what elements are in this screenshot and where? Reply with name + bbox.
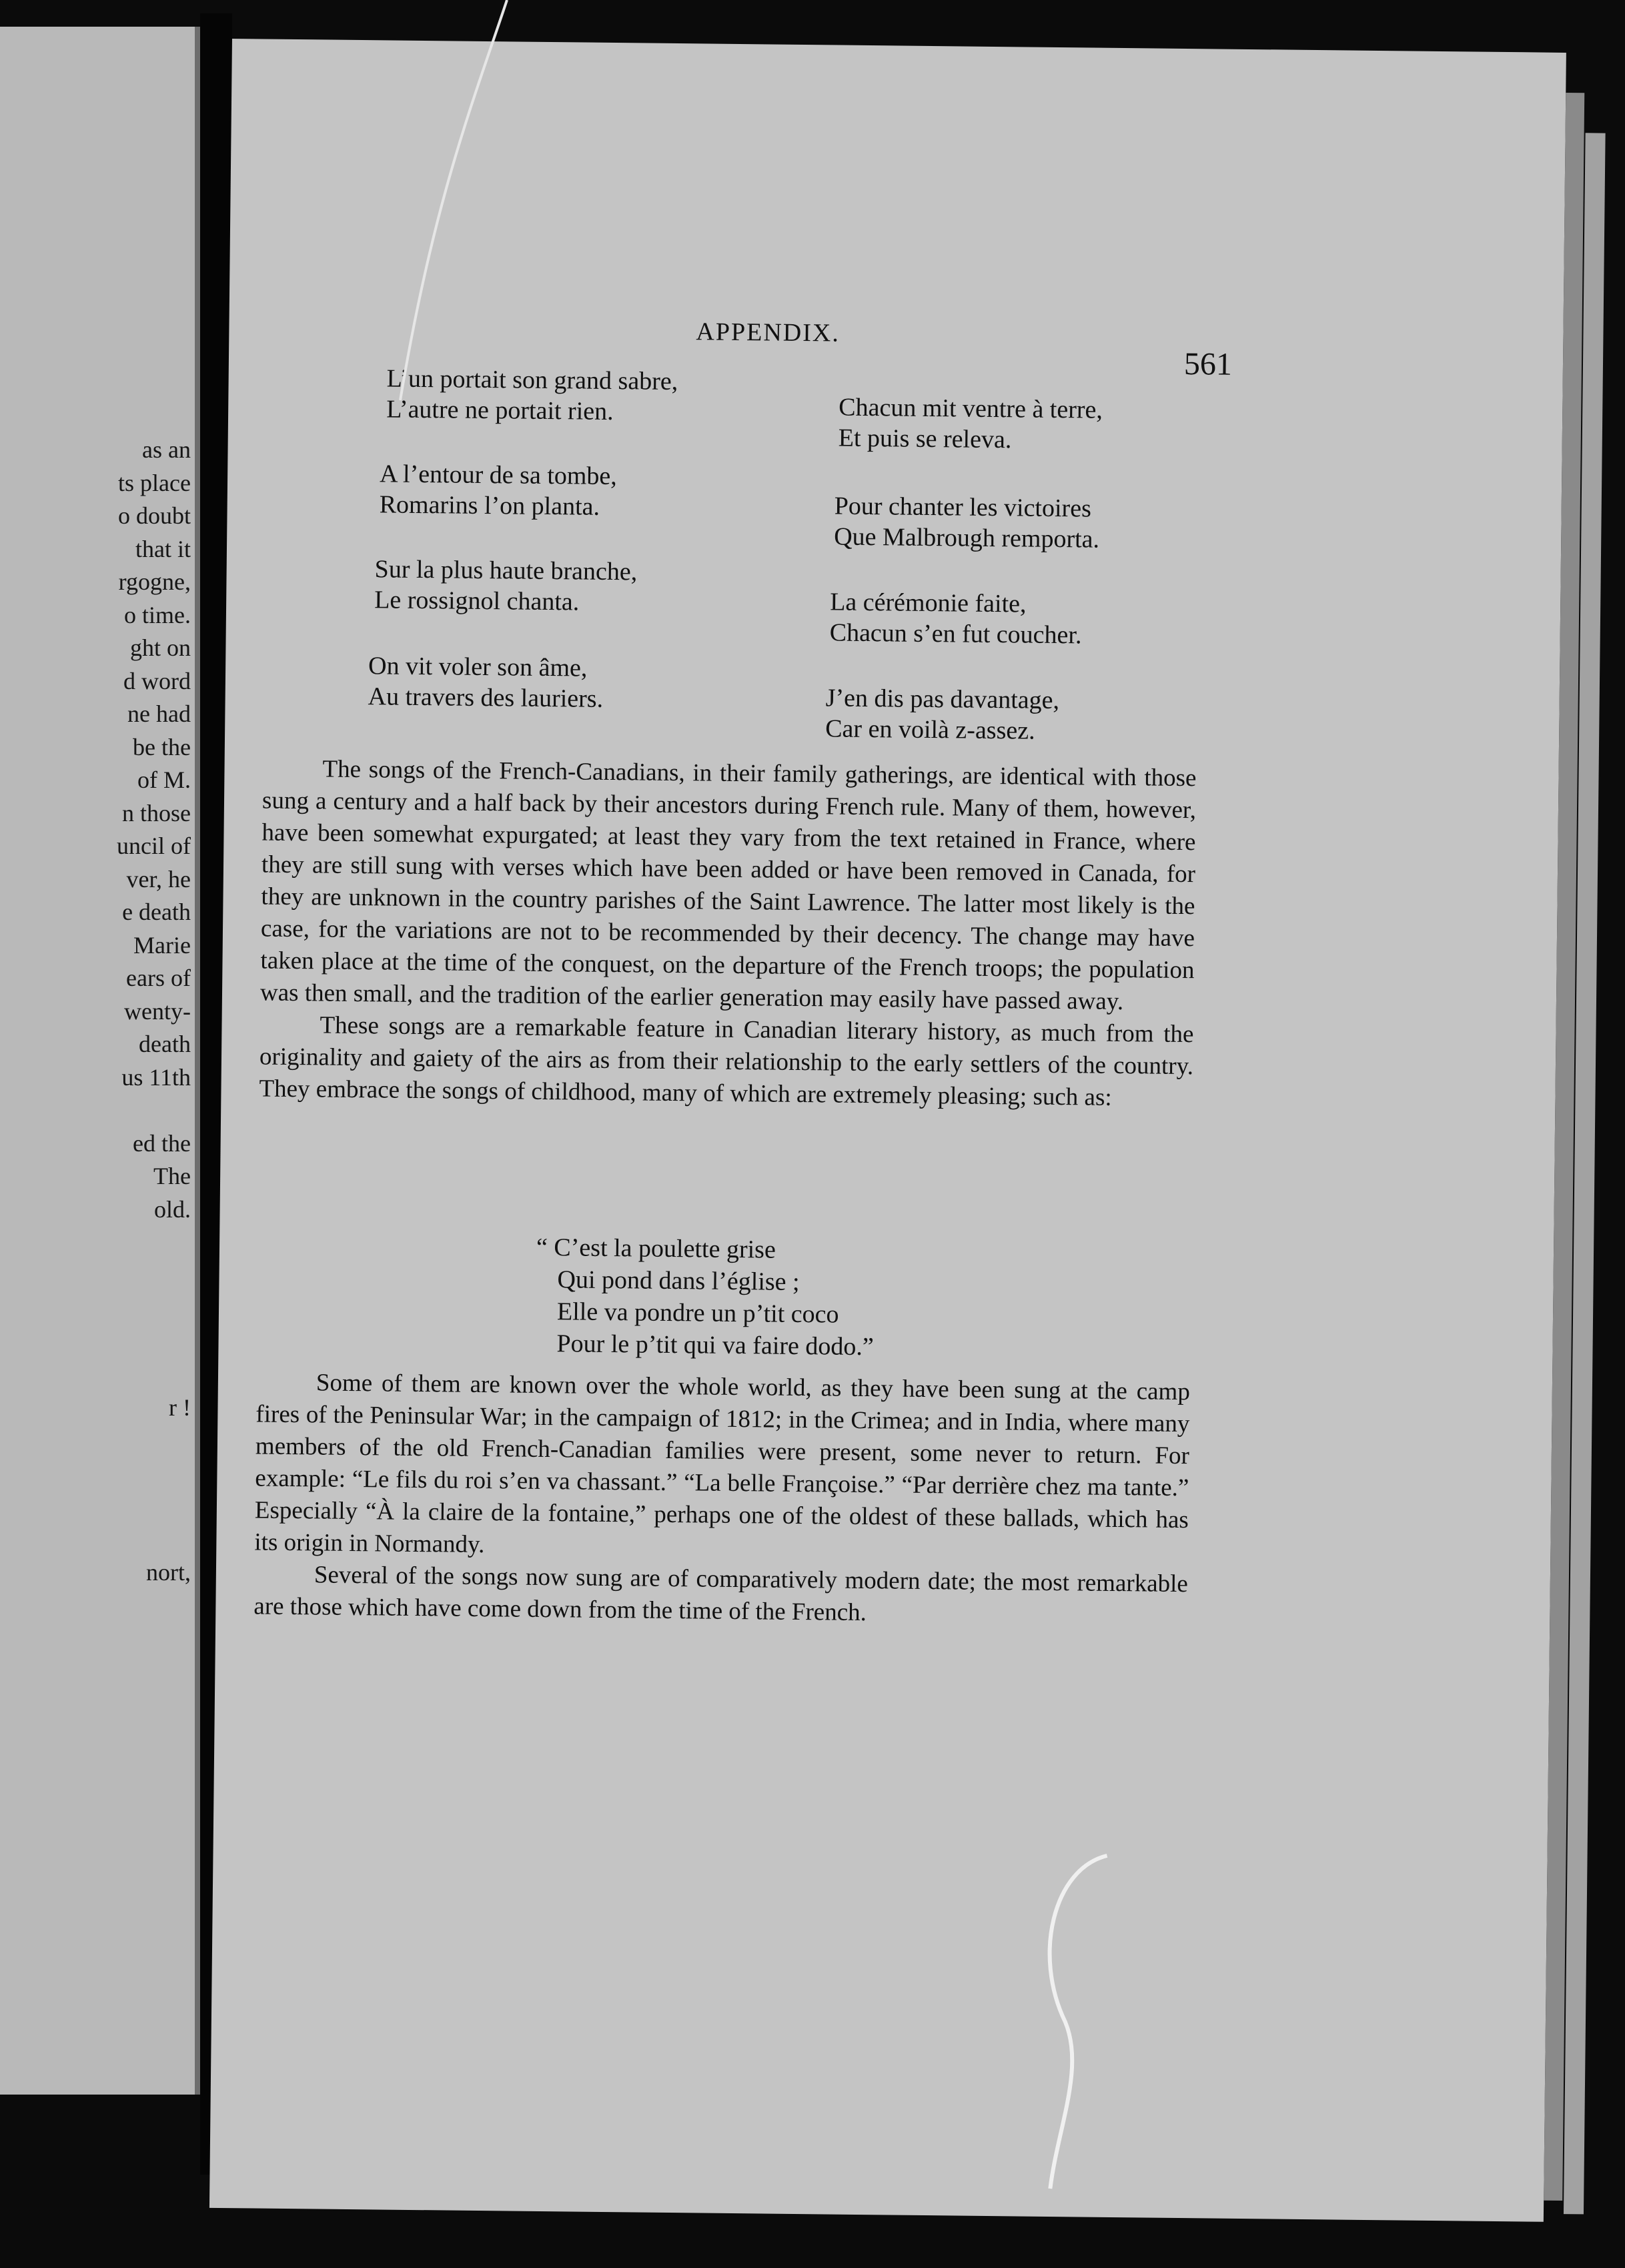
paragraph: Some of them are known over the whole world, as they have been sung at the camp fires of the Peninsular War; in the campaign of 1812; in the Crimea; and in India, where many members of the old French-Canadian families were present, some never to return. For example: “Le fils du roi s’en va chassant.” “La belle Françoise.” “Par derrière chez ma tante.” Especially “À la claire de la fontaine,” perhaps one of the oldest of these ballads, which has its origin in Normandy. (254, 1369, 1191, 1559)
facing-page-text: o doubt (117, 502, 191, 529)
facing-page-text: o time. (124, 601, 191, 628)
stanza-left-3 (374, 554, 638, 618)
facing-page-text: ts place (118, 469, 191, 496)
verse-line: A l’entour de sa tombe, (379, 460, 618, 491)
facing-page-text: be the (133, 733, 191, 760)
page-number: 561 (1183, 346, 1233, 382)
verse-line: La cérémonie faite, (829, 588, 1027, 618)
facing-page-text: old. (153, 1195, 191, 1223)
verse-line: Pour chanter les victoires (834, 492, 1092, 523)
paragraph: The songs of the French-Canadians, in their family gatherings, are identical with those sung a century and a half back by their ancestors during French rule. Many of them, however, have been somewhat expurgated; at least they vary from the text retained in France, where they are still sung with verses which have been added or have been removed in Canada, for they are unknown in the country parishes of the Saint Lawrence. The latter most likely is the case, for the variations are not to be recommended by their decency. The change may have taken place at the time of the conquest, on the departure of the French troops; the population was then small, and the tradition of the earlier generation may easily have passed away. (259, 755, 1197, 1016)
verse-line: Qui pond dans l’église ; (557, 1265, 800, 1297)
facing-page-text: Marie (133, 931, 191, 959)
facing-page-text: ne had (127, 700, 191, 727)
scratch-mark (374, 0, 520, 467)
facing-page-text: rgogne, (118, 568, 191, 595)
nursery-rhyme (535, 1231, 875, 1363)
facing-page-text: us 11th (121, 1063, 191, 1091)
prose-block-2 (253, 1366, 1190, 1632)
running-head: APPENDIX. (696, 318, 841, 348)
facing-page-text: ed the (133, 1129, 191, 1157)
stanza-right-2 (834, 490, 1100, 554)
paragraph: Several of the songs now sung are of comparatively modern date; the most remarkable are those which have come down from the time of the French. (253, 1561, 1189, 1627)
facing-page-text: The (153, 1163, 191, 1189)
verse-line: Le rossignol chanta. (374, 586, 580, 616)
stanza-left-2 (379, 458, 617, 522)
verse-line: Que Malbrough remporta. (834, 522, 1100, 554)
verse-line: Elle va pondre un p’tit coco (556, 1297, 839, 1329)
facing-page-text: nort, (146, 1559, 191, 1586)
stanza-left-4 (368, 650, 603, 714)
facing-page-text: ght on (129, 634, 191, 661)
facing-page-text: as an (142, 436, 191, 463)
facing-page-text: uncil of (117, 832, 191, 859)
verse-line: Car en voilà z-assez. (825, 714, 1035, 745)
facing-page-text: ears of (126, 965, 191, 991)
facing-page-text: ver, he (126, 865, 191, 893)
paragraph: These songs are a remarkable feature in Canadian literary history, as much from the originality and gaiety of the airs as from their relationship to the early settlers of the country. They embrace the songs of childhood, many of which are extremely pleasing; such as: (259, 1011, 1194, 1111)
verse-line: L’autre ne portait rien. (386, 395, 614, 426)
scratch-mark (1023, 1848, 1120, 2196)
verse-line: On vit voler son âme, (368, 652, 588, 682)
facing-page-text: n those (122, 799, 191, 826)
verse-line: Romarins l’on planta. (379, 490, 600, 521)
facing-page-text: r ! (169, 1393, 191, 1421)
facing-page-text: d word (123, 667, 191, 694)
prose-block-1 (259, 753, 1196, 1115)
verse-line: “ C’est la poulette grise (536, 1233, 776, 1264)
facing-page-text: of M. (137, 766, 191, 793)
stanza-right-4 (825, 682, 1059, 746)
verse-line: Chacun s’en fut coucher. (829, 618, 1082, 650)
facing-page-text: wenty- (124, 997, 191, 1025)
verse-line: Au travers des lauriers. (368, 682, 604, 713)
facing-page (0, 27, 199, 2095)
verse-line: Sur la plus haute branche, (374, 555, 638, 586)
stanza-right-1 (839, 392, 1103, 456)
facing-page-text: death (139, 1031, 191, 1057)
facing-page-spine (195, 27, 200, 2095)
facing-page-text: that it (135, 535, 191, 562)
stanza-right-3 (829, 586, 1082, 650)
facing-page-text: e death (122, 899, 191, 925)
verse-line: Chacun mit ventre à terre, (839, 393, 1103, 424)
verse-line: J’en dis pas davantage, (825, 684, 1060, 715)
verse-line: Pour le p’tit qui va faire dodo.” (556, 1329, 874, 1361)
verse-line: L’un portait son grand sabre, (386, 364, 678, 396)
verse-line: Et puis se releva. (838, 424, 1012, 454)
